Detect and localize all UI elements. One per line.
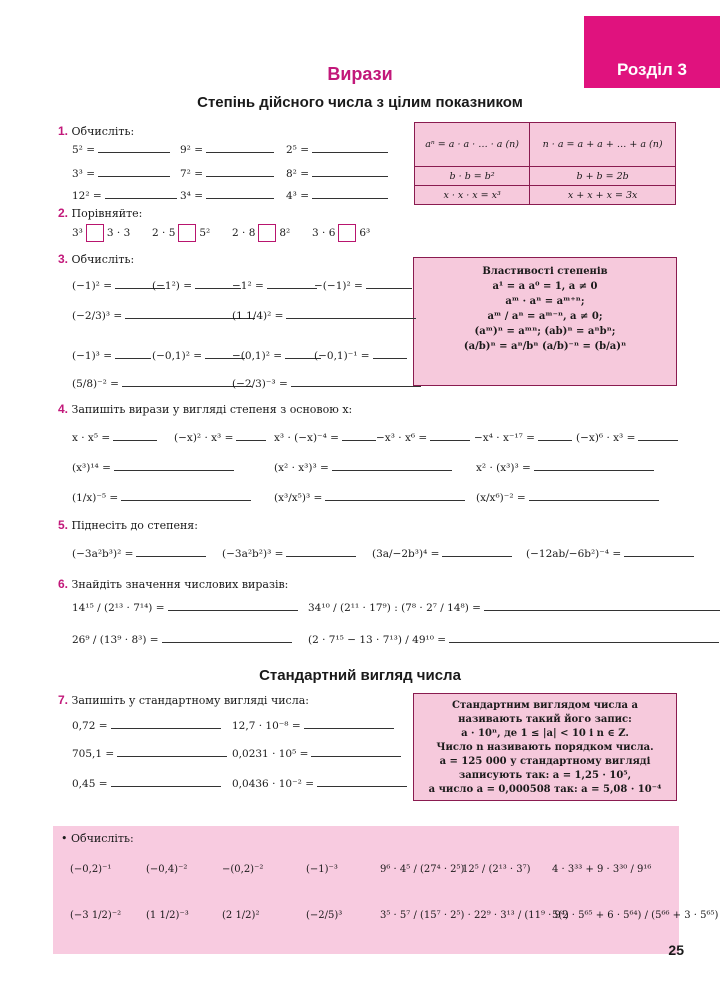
section-tab-label: Розділ 3 bbox=[616, 60, 688, 79]
page-title: Вирази bbox=[327, 64, 393, 84]
expression-text: −(−1)² = bbox=[314, 280, 363, 292]
exercise-item bbox=[72, 746, 227, 760]
extra-exercise: (−1)⁻³ bbox=[306, 864, 338, 875]
rule-line: називають такий його запис: bbox=[458, 714, 632, 725]
expression-text: (x³/x⁵)³ = bbox=[274, 492, 323, 504]
exercise-item bbox=[72, 166, 170, 180]
answer-blank[interactable] bbox=[312, 188, 388, 199]
task-prompt: Знайдіть значення числових виразів: bbox=[71, 578, 289, 591]
expression-text: −1² = bbox=[232, 280, 264, 292]
expression-text: (x³)¹⁴ = bbox=[72, 462, 111, 474]
page-number: 25 bbox=[668, 942, 684, 958]
answer-blank[interactable] bbox=[291, 376, 421, 387]
expression-text: −x⁴ · x⁻¹⁷ = bbox=[474, 432, 535, 444]
extra-exercise: (1 1/2)⁻³ bbox=[146, 910, 189, 921]
properties-title: Властивості степенів bbox=[482, 266, 608, 277]
exercise-item bbox=[476, 490, 659, 504]
expression-text: (1 1/4)² = bbox=[232, 310, 284, 322]
task-number: 6. bbox=[58, 577, 69, 591]
answer-blank[interactable] bbox=[206, 166, 274, 177]
expression-text: 12,7 · 10⁻⁸ = bbox=[232, 720, 301, 732]
expression-text: 0,45 = bbox=[72, 778, 108, 790]
expression-text: 12² = bbox=[72, 190, 102, 202]
answer-blank[interactable] bbox=[286, 546, 356, 557]
exercise-item bbox=[72, 600, 298, 614]
expression-text: 0,72 = bbox=[72, 720, 108, 732]
expression-text: 4³ = bbox=[286, 190, 310, 202]
task-prompt: Обчисліть: bbox=[71, 125, 135, 138]
answer-blank[interactable] bbox=[115, 348, 151, 359]
exercise-item bbox=[232, 746, 401, 760]
exercise-item bbox=[274, 430, 376, 444]
answer-blank[interactable] bbox=[430, 430, 470, 441]
answer-blank[interactable] bbox=[638, 430, 678, 441]
expression-text: (−x)² · x³ = bbox=[174, 432, 234, 444]
expression-text: 14¹⁵ / (2¹³ · 7¹⁴) = bbox=[72, 602, 165, 614]
rule-line: Стандартним виглядом числа a bbox=[452, 700, 638, 711]
extra-exercise: 4 · 3³³ + 9 · 3³⁰ / 9¹⁶ bbox=[552, 864, 652, 875]
property-line: aᵐ · aⁿ = aᵐ⁺ⁿ; bbox=[505, 296, 585, 307]
expression-left: 3 · 6 bbox=[312, 227, 336, 239]
task-number: 1. bbox=[58, 124, 69, 138]
answer-blank[interactable] bbox=[206, 142, 274, 153]
expression-left: 2 · 8 bbox=[232, 227, 256, 239]
expression-text: (−3a²b³)² = bbox=[72, 548, 134, 560]
exercise-item bbox=[174, 430, 266, 444]
standard-form-box bbox=[413, 693, 677, 801]
expression-text: (x² · x³)³ = bbox=[274, 462, 329, 474]
section-subtitle-2: Стандартний вигляд числа bbox=[259, 667, 461, 684]
compare-box[interactable] bbox=[178, 224, 196, 242]
expression-text: −x³ · x⁶ = bbox=[376, 432, 428, 444]
expression-text: 3⁴ = bbox=[180, 190, 204, 202]
answer-blank[interactable] bbox=[304, 718, 394, 729]
properties-box bbox=[413, 257, 677, 386]
exercise-item bbox=[474, 430, 572, 444]
rule-line: a · 10ⁿ, де 1 ≤ |a| < 10 і n ∈ Z. bbox=[461, 728, 629, 739]
answer-blank[interactable] bbox=[236, 430, 266, 441]
extra-exercise: (−0,4)⁻² bbox=[146, 864, 188, 875]
task-prompt: Запишіть у стандартному вигляді числа: bbox=[71, 694, 309, 707]
answer-blank[interactable] bbox=[117, 746, 227, 757]
task-number: 5. bbox=[58, 518, 69, 532]
answer-blank[interactable] bbox=[325, 490, 465, 501]
expression-text: 0,0231 · 10⁵ = bbox=[232, 748, 309, 760]
exercise-item bbox=[72, 430, 157, 444]
extra-exercise: 3⁵ · 5⁷ / (15⁷ · 2⁵) · 22⁹ · 3¹³ / (11⁹ · 9⁴) bbox=[380, 910, 569, 921]
task-5-heading bbox=[58, 518, 198, 532]
expression-text: 26⁹ / (13⁹ · 8³) = bbox=[72, 634, 159, 646]
task-prompt: Піднесіть до степеня: bbox=[71, 519, 198, 532]
extra-exercise: 5(2 · 5⁶⁵ + 6 · 5⁶⁴) / (5⁶⁶ + 3 · 5⁶⁵) bbox=[552, 910, 719, 921]
compare-item bbox=[232, 224, 290, 242]
exercise-item bbox=[314, 278, 412, 292]
answer-blank[interactable] bbox=[267, 278, 317, 289]
answer-blank[interactable] bbox=[442, 546, 512, 557]
answer-blank[interactable] bbox=[168, 600, 298, 611]
expression-left: 3³ bbox=[72, 227, 83, 239]
task-number: 7. bbox=[58, 693, 69, 707]
answer-blank[interactable] bbox=[105, 188, 177, 199]
expression-text: (1/x)⁻⁵ = bbox=[72, 492, 119, 504]
answer-blank[interactable] bbox=[312, 166, 388, 177]
answer-blank[interactable] bbox=[111, 718, 221, 729]
expression-right: 8² bbox=[279, 227, 291, 239]
answer-blank[interactable] bbox=[529, 490, 659, 501]
task-1-heading bbox=[58, 124, 134, 138]
compare-box[interactable] bbox=[338, 224, 356, 242]
expression-text: x · x⁵ = bbox=[72, 432, 111, 444]
expression-text: (−3a²b²)³ = bbox=[222, 548, 284, 560]
exercise-item bbox=[286, 166, 388, 180]
exercise-item bbox=[274, 490, 465, 504]
exercise-item bbox=[180, 188, 274, 202]
task-prompt: Порівняйте: bbox=[71, 207, 143, 220]
expression-text: 2⁵ = bbox=[286, 144, 310, 156]
expression-text: 8² = bbox=[286, 168, 310, 180]
expression-text: −(0,1)² = bbox=[232, 350, 283, 362]
task-6-heading bbox=[58, 577, 288, 591]
expression-text: (−2/3)³ = bbox=[72, 310, 123, 322]
exercise-item bbox=[232, 278, 317, 292]
exercise-item bbox=[72, 142, 170, 156]
answer-blank[interactable] bbox=[312, 142, 388, 153]
exercise-item bbox=[222, 546, 356, 560]
answer-blank[interactable] bbox=[206, 188, 274, 199]
exercise-item bbox=[376, 430, 470, 444]
exercise-item bbox=[232, 718, 394, 732]
compare-box[interactable] bbox=[258, 224, 276, 242]
compare-item bbox=[152, 224, 210, 242]
exercise-item bbox=[232, 348, 321, 362]
answer-blank[interactable] bbox=[98, 142, 170, 153]
extra-exercise: (−0,2)⁻¹ bbox=[70, 864, 112, 875]
table-cell: b · b = b² bbox=[415, 167, 530, 186]
property-line: (a/b)ⁿ = aⁿ/bⁿ (a/b)⁻ⁿ = (b/a)ⁿ bbox=[463, 341, 627, 352]
exercise-item bbox=[72, 460, 234, 474]
exercise-item bbox=[232, 776, 407, 790]
compare-item bbox=[72, 224, 130, 242]
expression-right: 6³ bbox=[359, 227, 371, 239]
exercise-item bbox=[72, 308, 255, 322]
exercise-item bbox=[72, 348, 151, 362]
task-prompt: Запишіть вирази у вигляді степеня з основою x: bbox=[71, 403, 353, 416]
answer-blank[interactable] bbox=[311, 746, 401, 757]
rule-line: а число a = 0,000508 так: a = 5,08 · 10⁻⁴ bbox=[428, 784, 662, 795]
table-cell: x · x · x = x³ bbox=[415, 186, 530, 205]
extra-exercise: (−3 1/2)⁻² bbox=[70, 910, 122, 921]
table-cell: b + b = 2b bbox=[530, 167, 676, 186]
answer-blank[interactable] bbox=[534, 460, 654, 471]
answer-blank[interactable] bbox=[162, 632, 292, 643]
answer-blank[interactable] bbox=[624, 546, 694, 557]
exercise-item bbox=[308, 632, 719, 646]
expression-left: 2 · 5 bbox=[152, 227, 176, 239]
expression-text: 34¹⁰ / (2¹¹ · 17⁹) : (7⁸ · 2⁷ / 14⁸) = bbox=[308, 602, 481, 614]
extra-exercise: 9⁶ · 4⁵ / (27⁴ · 2⁵) bbox=[380, 864, 465, 875]
answer-blank[interactable] bbox=[538, 430, 572, 441]
compare-box[interactable] bbox=[86, 224, 104, 242]
exercise-item bbox=[72, 490, 251, 504]
expression-text: x³ · (−x)⁻⁴ = bbox=[274, 432, 339, 444]
exercise-item bbox=[274, 460, 452, 474]
task-prompt: Обчисліть: bbox=[71, 253, 135, 266]
rule-line: a = 125 000 у стандартному вигляді bbox=[439, 756, 651, 767]
answer-blank[interactable] bbox=[113, 430, 157, 441]
table-cell: n · a = a + a + … + a (n) bbox=[530, 123, 676, 167]
compare-item bbox=[312, 224, 370, 242]
rule-line: записують так: a = 1,25 · 10⁵, bbox=[458, 770, 632, 781]
notation-table bbox=[414, 122, 676, 205]
extra-exercise: (−2/5)³ bbox=[306, 910, 343, 921]
table-cell: aⁿ = a · a · … · a (n) bbox=[415, 123, 530, 167]
expression-text: (−2/3)⁻³ = bbox=[232, 378, 288, 390]
answer-blank[interactable] bbox=[449, 632, 719, 643]
exercise-item bbox=[286, 142, 388, 156]
expression-text: (−1)³ = bbox=[72, 350, 113, 362]
expression-text: 5² = bbox=[72, 144, 96, 156]
answer-blank[interactable] bbox=[121, 490, 251, 501]
answer-blank[interactable] bbox=[484, 600, 720, 611]
property-line: a¹ = a a⁰ = 1, a ≠ 0 bbox=[492, 281, 598, 292]
expression-right: 5² bbox=[199, 227, 211, 239]
task-number: 3. bbox=[58, 252, 69, 266]
expression-text: (−0,1)² = bbox=[152, 350, 203, 362]
expression-text: (2 · 7¹⁵ − 13 · 7¹³) / 49¹⁰ = bbox=[308, 634, 447, 646]
extra-exercise: (2 1/2)² bbox=[222, 910, 260, 921]
expression-text: (−1²) = bbox=[152, 280, 193, 292]
rule-line: Число n називають порядком числа. bbox=[436, 742, 654, 753]
answer-blank[interactable] bbox=[114, 460, 234, 471]
extra-exercises-block bbox=[53, 826, 719, 954]
answer-blank[interactable] bbox=[332, 460, 452, 471]
expression-right: 3 · 3 bbox=[106, 227, 131, 239]
answer-blank[interactable] bbox=[342, 430, 376, 441]
exercise-item bbox=[72, 632, 292, 646]
property-line: aᵐ / aⁿ = aᵐ⁻ⁿ, a ≠ 0; bbox=[487, 311, 603, 322]
exercise-item bbox=[72, 188, 177, 202]
task-4-heading bbox=[58, 402, 352, 416]
expression-text: 0,0436 · 10⁻² = bbox=[232, 778, 315, 790]
expression-text: 3³ = bbox=[72, 168, 96, 180]
expression-text: (−12ab/−6b²)⁻⁴ = bbox=[526, 548, 622, 560]
expression-text: (−x)⁶ · x³ = bbox=[576, 432, 636, 444]
exercise-item bbox=[232, 376, 421, 390]
section-subtitle: Степінь дійсного числа з цілим показником bbox=[197, 94, 523, 111]
expression-text: 9² = bbox=[180, 144, 204, 156]
answer-blank[interactable] bbox=[317, 776, 407, 787]
exercise-item bbox=[232, 308, 416, 322]
exercise-item bbox=[152, 278, 241, 292]
property-line: (aᵐ)ⁿ = aᵐⁿ; (ab)ⁿ = aⁿbⁿ; bbox=[474, 326, 616, 337]
exercise-item bbox=[314, 348, 407, 362]
section-tab bbox=[584, 16, 720, 88]
extra-exercise: 12⁵ / (2¹³ · 3⁷) bbox=[462, 864, 531, 875]
exercise-item bbox=[372, 546, 512, 560]
answer-blank[interactable] bbox=[286, 308, 416, 319]
expression-text: 7² = bbox=[180, 168, 204, 180]
task-3-heading bbox=[58, 252, 134, 266]
expression-text: (x/x⁶)⁻² = bbox=[476, 492, 526, 504]
task-2-heading bbox=[58, 206, 142, 220]
extra-exercise: −(0,2)⁻² bbox=[222, 864, 264, 875]
answer-blank[interactable] bbox=[136, 546, 206, 557]
expression-text: 705,1 = bbox=[72, 748, 115, 760]
exercise-item bbox=[72, 376, 252, 390]
expression-text: (5/8)⁻² = bbox=[72, 378, 119, 390]
task-7-heading bbox=[58, 693, 309, 707]
expression-text: x² · (x³)³ = bbox=[476, 462, 531, 474]
extra-prompt: • Обчисліть: bbox=[61, 832, 134, 845]
exercise-item bbox=[72, 718, 221, 732]
task-number: 2. bbox=[58, 206, 69, 220]
answer-blank[interactable] bbox=[366, 278, 412, 289]
exercise-item bbox=[286, 188, 388, 202]
task-number: 4. bbox=[58, 402, 69, 416]
exercise-item bbox=[308, 600, 720, 614]
expression-text: (−1)² = bbox=[72, 280, 113, 292]
answer-blank[interactable] bbox=[111, 776, 221, 787]
answer-blank[interactable] bbox=[373, 348, 407, 359]
exercise-item bbox=[180, 142, 274, 156]
expression-text: (−0,1)⁻¹ = bbox=[314, 350, 370, 362]
exercise-item bbox=[72, 546, 206, 560]
expression-text: (3a/−2b³)⁴ = bbox=[372, 548, 440, 560]
exercise-item bbox=[576, 430, 678, 444]
exercise-item bbox=[180, 166, 274, 180]
table-cell: x + x + x = 3x bbox=[530, 186, 676, 205]
exercise-item bbox=[526, 546, 694, 560]
answer-blank[interactable] bbox=[98, 166, 170, 177]
exercise-item bbox=[476, 460, 654, 474]
exercise-item bbox=[72, 776, 221, 790]
